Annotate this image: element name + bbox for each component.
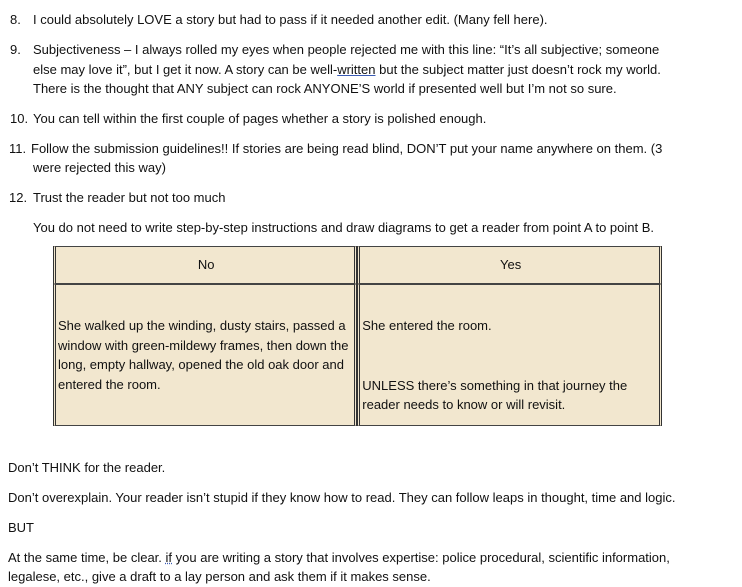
table-row xyxy=(53,284,662,426)
list-item-11-line-2: were rejected this way) xyxy=(33,160,166,175)
list-text-line-1: Subjectiveness – I always rolled my eyes when people rejected me with this line: “It’s all subjective; someone xyxy=(33,42,660,57)
header-yes: Yes xyxy=(357,246,662,284)
yes-exception-text: UNLESS there’s something in that journey the reader needs to know or will revisit. xyxy=(362,377,628,412)
list-number: 9. xyxy=(10,42,21,57)
cell-yes-example xyxy=(357,284,662,426)
list-text: Trust the reader but not too much xyxy=(33,190,226,205)
list-text: I could absolutely LOVE a story but had to pass if it needed another edit. (Many fell here). xyxy=(33,12,548,27)
list-number: 8. xyxy=(10,12,21,27)
header-no: No xyxy=(53,246,357,284)
list-text-line-2a: else may love it”, but I get it now. A story can be well- xyxy=(33,62,338,77)
no-example-text: She walked up the winding, dusty stairs, passed a window with green-mildewy frames, then down the long, empty hallway, opened the old oak door and entered the room. xyxy=(58,318,349,392)
flagged-word: if xyxy=(165,550,173,565)
list-number: 11. xyxy=(9,141,27,156)
yes-example-text: She entered the room. xyxy=(362,318,492,333)
cell-no-example xyxy=(53,284,357,426)
list-text-line-2b: but the subject matter just doesn’t rock my world. xyxy=(375,62,661,77)
comparison-table xyxy=(53,246,662,426)
list-number: 12. xyxy=(9,190,28,205)
paragraph-dont-think: Don’t THINK for the reader. xyxy=(8,460,166,475)
underlined-word: written xyxy=(337,62,376,77)
text-run: you are writing a story that involves expertise: police procedural, scientific information, xyxy=(172,550,670,565)
paragraph-be-clear-line-1 xyxy=(8,548,670,568)
text-run: At the same time, be clear. xyxy=(8,550,166,565)
paragraph-be-clear-line-2: legalese, etc., give a draft to a lay person and ask them if it makes sense. xyxy=(8,569,431,584)
list-text: You can tell within the first couple of pages whether a story is polished enough. xyxy=(33,111,487,126)
intro-paragraph: You do not need to write step-by-step instructions and draw diagrams to get a reader from point A to point B. xyxy=(33,220,654,235)
list-item-9-line-2 xyxy=(33,60,661,80)
paragraph-dont-overexplain: Don’t overexplain. Your reader isn’t stupid if they know how to read. They can follow leaps in thought, time and logic. xyxy=(8,490,676,505)
paragraph-but: BUT xyxy=(8,520,34,535)
list-item-9-line-3: There is the thought that ANY subject can rock ANYONE’S world if presented well but I’m not so sure. xyxy=(33,81,617,96)
list-number: 10. xyxy=(10,111,29,126)
table-header-row xyxy=(53,246,662,284)
list-text-line-1: Follow the submission guidelines!! If stories are being read blind, DON’T put your name anywhere on them. (3 xyxy=(31,141,663,156)
